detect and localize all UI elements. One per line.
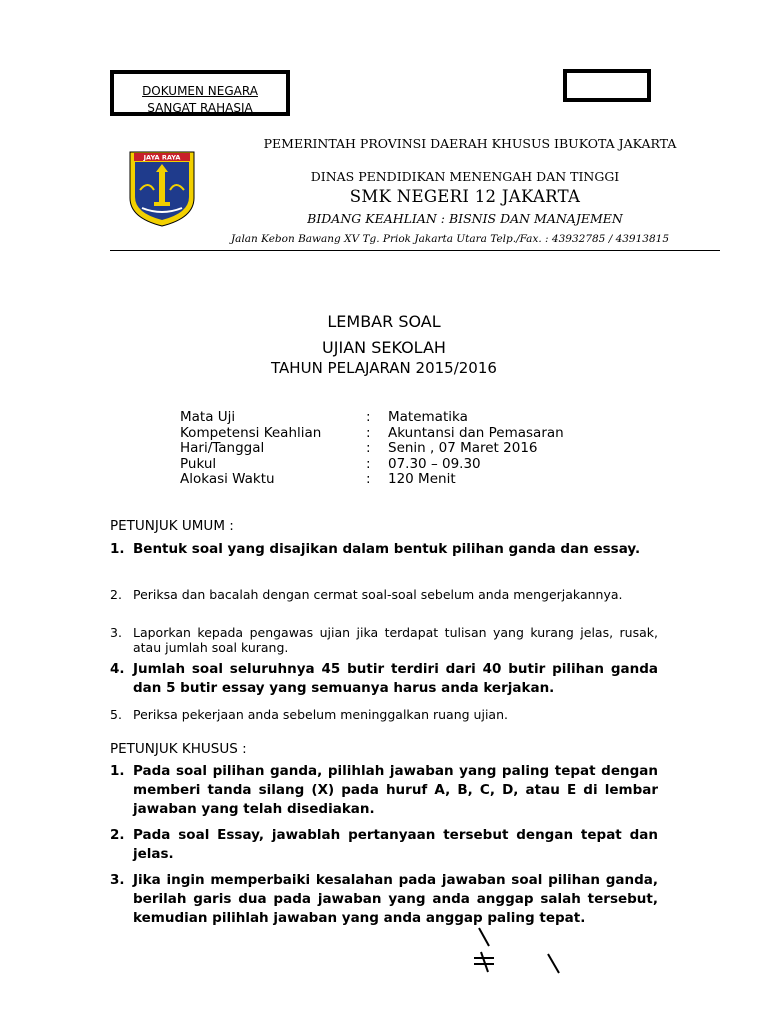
- item-text: Bentuk soal yang disajikan dalam bentuk pilihan ganda dan essay.: [133, 541, 641, 557]
- exam-info-row: [180, 472, 564, 488]
- info-label: Pukul: [180, 455, 217, 472]
- school-address: Jalan Kebon Bawang XV Tg. Priok Jakarta Utara Telp./Fax. : 43932785 / 43913815: [230, 233, 670, 245]
- doc-title: LEMBAR SOAL: [327, 312, 441, 331]
- field-of-expertise: BIDANG KEAHLIAN : BISNIS DAN MANAJEMEN: [307, 211, 623, 226]
- info-value: Senin , 07 Maret 2016: [388, 440, 538, 456]
- item-text: Pada soal Essay, jawablah pertanyaan tersebut dengan tepat dan jelas.: [133, 827, 658, 862]
- exam-info-table: [180, 410, 564, 488]
- info-label: Hari/Tanggal: [180, 440, 265, 456]
- header-divider: [110, 250, 720, 251]
- exam-code-box: [563, 69, 651, 102]
- info-label: Mata Uji: [180, 409, 236, 425]
- item-number: 5.: [110, 707, 122, 722]
- svg-text:JAYA RAYA: JAYA RAYA: [143, 153, 181, 162]
- exam-info-row: [180, 410, 564, 426]
- list-item: [110, 871, 658, 928]
- info-sep: :: [366, 471, 371, 487]
- info-value: Akuntansi dan Pemasaran: [388, 424, 564, 441]
- info-sep: :: [366, 455, 371, 472]
- item-number: 2.: [110, 587, 122, 602]
- item-text: Laporkan kepada pengawas ujian jika terdapat tulisan yang kurang jelas, rusak, atau jumlah soal kurang.: [133, 625, 658, 655]
- exam-info-row: [180, 441, 564, 457]
- classification-line-1: DOKUMEN NEGARA: [142, 84, 258, 98]
- agency-name: DINAS PENDIDIKAN MENENGAH DAN TINGGI: [310, 169, 620, 184]
- general-instructions-heading: PETUNJUK UMUM :: [110, 518, 234, 534]
- school-name: SMK NEGERI 12 JAKARTA: [349, 187, 581, 206]
- exam-info-row: [180, 457, 564, 473]
- doc-subtitle: UJIAN SEKOLAH: [322, 338, 446, 357]
- jakarta-emblem-logo: [128, 150, 196, 228]
- info-value: Matematika: [388, 409, 468, 425]
- info-label: Alokasi Waktu: [180, 471, 275, 487]
- item-number: 4.: [110, 661, 125, 677]
- item-text: Periksa dan bacalah dengan cermat soal-soal sebelum anda mengerjakannya.: [133, 587, 623, 602]
- list-item: [110, 625, 658, 655]
- info-sep: :: [366, 409, 371, 425]
- correction-marks-illustration: [470, 924, 570, 984]
- list-item: [110, 587, 658, 602]
- list-item: [110, 826, 658, 864]
- government-name: PEMERINTAH PROVINSI DAERAH KHUSUS IBUKOTA JAKARTA: [263, 136, 677, 151]
- item-number: 1.: [110, 763, 125, 779]
- item-text: Jumlah soal seluruhnya 45 butir terdiri dari 40 butir pilihan ganda dan 5 butir essay yang semuanya harus anda kerjakan.: [133, 661, 658, 696]
- classification-line-2: SANGAT RAHASIA: [147, 101, 253, 115]
- info-value: 120 Menit: [388, 471, 456, 487]
- exam-info-row: [180, 426, 564, 442]
- list-item: [110, 660, 658, 698]
- list-item: [110, 707, 658, 722]
- list-item: [110, 762, 658, 819]
- specific-instructions-heading: PETUNJUK KHUSUS :: [110, 741, 247, 757]
- info-sep: :: [366, 424, 371, 441]
- list-item: [110, 540, 658, 559]
- info-value: 07.30 – 09.30: [388, 455, 481, 472]
- item-text: Pada soal pilihan ganda, pilihlah jawaban yang paling tepat dengan memberi tanda silang (X) pada huruf A, B, C, D, atau E di lembar jawaban yang telah disediakan.: [133, 763, 658, 817]
- item-number: 3.: [110, 625, 122, 640]
- academic-year: TAHUN PELAJARAN 2015/2016: [271, 359, 497, 377]
- item-number: 2.: [110, 827, 125, 843]
- item-number: 1.: [110, 541, 125, 557]
- item-number: 3.: [110, 872, 125, 888]
- info-label: Kompetensi Keahlian: [180, 424, 322, 441]
- item-text: Periksa pekerjaan anda sebelum meninggalkan ruang ujian.: [133, 707, 508, 722]
- item-text: Jika ingin memperbaiki kesalahan pada jawaban soal pilihan ganda, berilah garis dua pada jawaban yang anda anggap salah tersebut, kemudian pilihlah jawaban yang anda anggap paling tepat.: [133, 872, 658, 926]
- info-sep: :: [366, 440, 371, 456]
- classification-box: [110, 70, 290, 116]
